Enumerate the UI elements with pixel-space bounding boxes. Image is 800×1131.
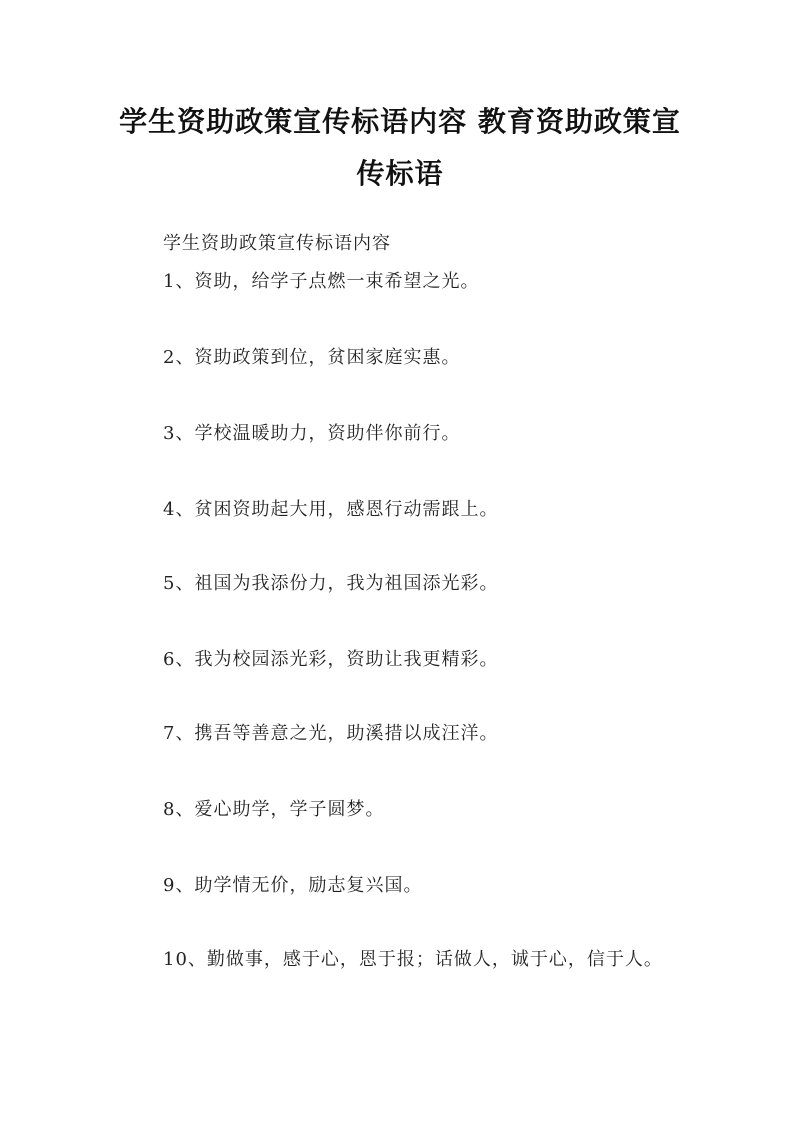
- slogan-item-4: 4、贫困资助起大用，感恩行动需跟上。: [163, 499, 499, 520]
- slogan-item-7: 7、携吾等善意之光，助溪措以成汪洋。: [163, 723, 499, 744]
- slogan-item-9: 9、助学情无价，励志复兴国。: [163, 875, 423, 896]
- section-subtitle: 学生资助政策宣传标语内容: [163, 233, 391, 254]
- slogan-item-6: 6、我为校园添光彩，资助让我更精彩。: [163, 649, 499, 670]
- document-title: 学生资助政策宣传标语内容 教育资助政策宣传标语: [119, 105, 681, 190]
- slogan-item-5: 5、祖国为我添份力，我为祖国添光彩。: [163, 573, 499, 594]
- slogan-item-3: 3、学校温暖助力，资助伴你前行。: [163, 423, 461, 444]
- slogan-item-8: 8、爱心助学，学子圆梦。: [163, 799, 385, 820]
- slogan-item-1: 1、资助，给学子点燃一束希望之光。: [163, 271, 480, 292]
- slogan-item-10: 10、勤做事，感于心，恩于报；话做人，诚于心，信于人。: [163, 949, 663, 970]
- slogan-item-2: 2、资助政策到位，贫困家庭实惠。: [163, 347, 461, 368]
